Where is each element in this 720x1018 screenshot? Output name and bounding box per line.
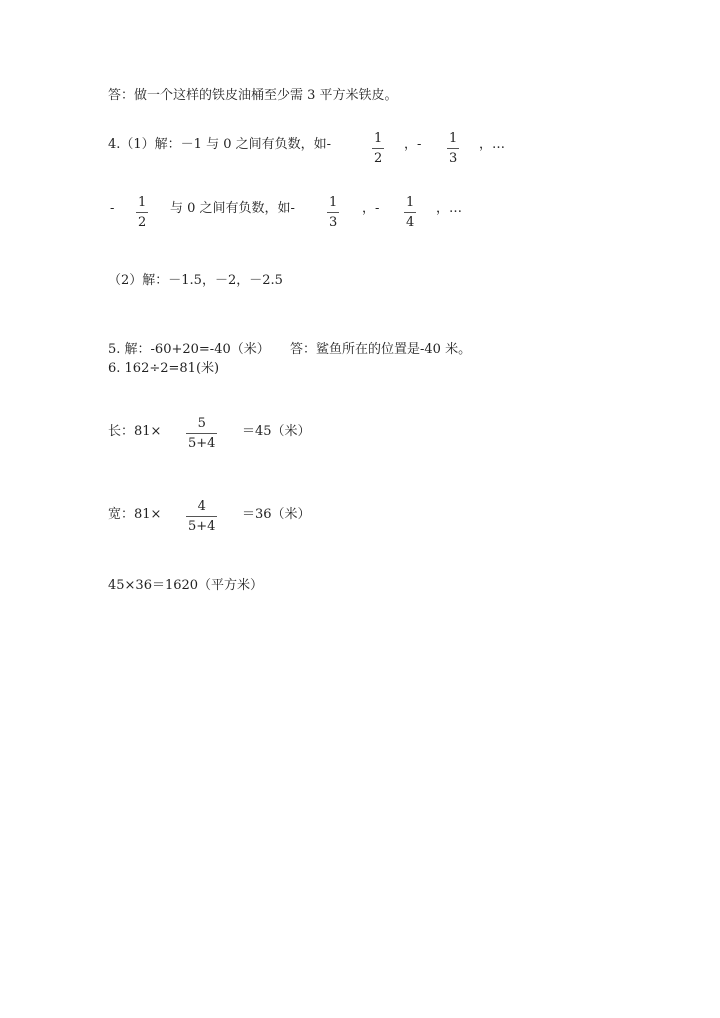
q6-area: 45×36＝1620（平方米）: [108, 578, 264, 593]
q5-answer: 答：鲨鱼所在的位置是-40 米。: [290, 342, 472, 357]
separator: ，…: [479, 137, 506, 152]
fraction: [136, 195, 148, 230]
fraction: [327, 195, 339, 230]
q4-part2: （2）解：－1.5，－2，－2.5: [108, 273, 283, 288]
q4-part1-prefix: 4.（1）解：－1 与 0 之间有负数，如-: [108, 137, 332, 152]
fraction-numerator: 5: [197, 416, 206, 431]
fraction-numerator: 1: [374, 131, 383, 146]
fraction: [372, 131, 384, 166]
fraction-bar: [372, 148, 384, 149]
q6-length-result: ＝45（米）: [242, 424, 311, 439]
q4-line2-text: 与 0 之间有负数，如-: [170, 201, 295, 216]
separator: ，-: [362, 201, 380, 216]
fraction-bar: [327, 212, 339, 213]
separator: ，-: [404, 137, 422, 152]
fraction: [404, 195, 416, 230]
fraction-denominator: 2: [138, 215, 147, 230]
fraction: [186, 499, 217, 534]
fraction-denominator: 3: [449, 151, 458, 166]
q6-width-label: 宽：81×: [108, 507, 162, 522]
fraction-denominator: 2: [374, 151, 383, 166]
q6-line1: 6. 162÷2=81(米): [108, 361, 220, 376]
fraction-bar: [447, 148, 459, 149]
fraction-denominator: 4: [406, 215, 415, 230]
answer-line: 答：做一个这样的铁皮油桶至少需 3 平方米铁皮。: [108, 88, 398, 103]
fraction: [447, 131, 459, 166]
q5-equation: 5. 解：-60+20=-40（米）: [108, 342, 270, 357]
fraction-bar: [404, 212, 416, 213]
fraction-bar: [136, 212, 148, 213]
fraction-numerator: 4: [197, 499, 206, 514]
fraction-bar: [186, 433, 217, 434]
fraction-numerator: 1: [329, 195, 338, 210]
fraction-bar: [186, 516, 217, 517]
fraction-numerator: 1: [406, 195, 415, 210]
q6-length-label: 长：81×: [108, 424, 162, 439]
fraction-denominator: 5+4: [188, 519, 216, 534]
negative-sign: -: [110, 201, 115, 216]
q6-width-result: ＝36（米）: [242, 507, 311, 522]
fraction-numerator: 1: [449, 131, 458, 146]
fraction-numerator: 1: [138, 195, 147, 210]
fraction-denominator: 3: [329, 215, 338, 230]
fraction: [186, 416, 217, 451]
separator: ，…: [436, 201, 463, 216]
fraction-denominator: 5+4: [188, 436, 216, 451]
